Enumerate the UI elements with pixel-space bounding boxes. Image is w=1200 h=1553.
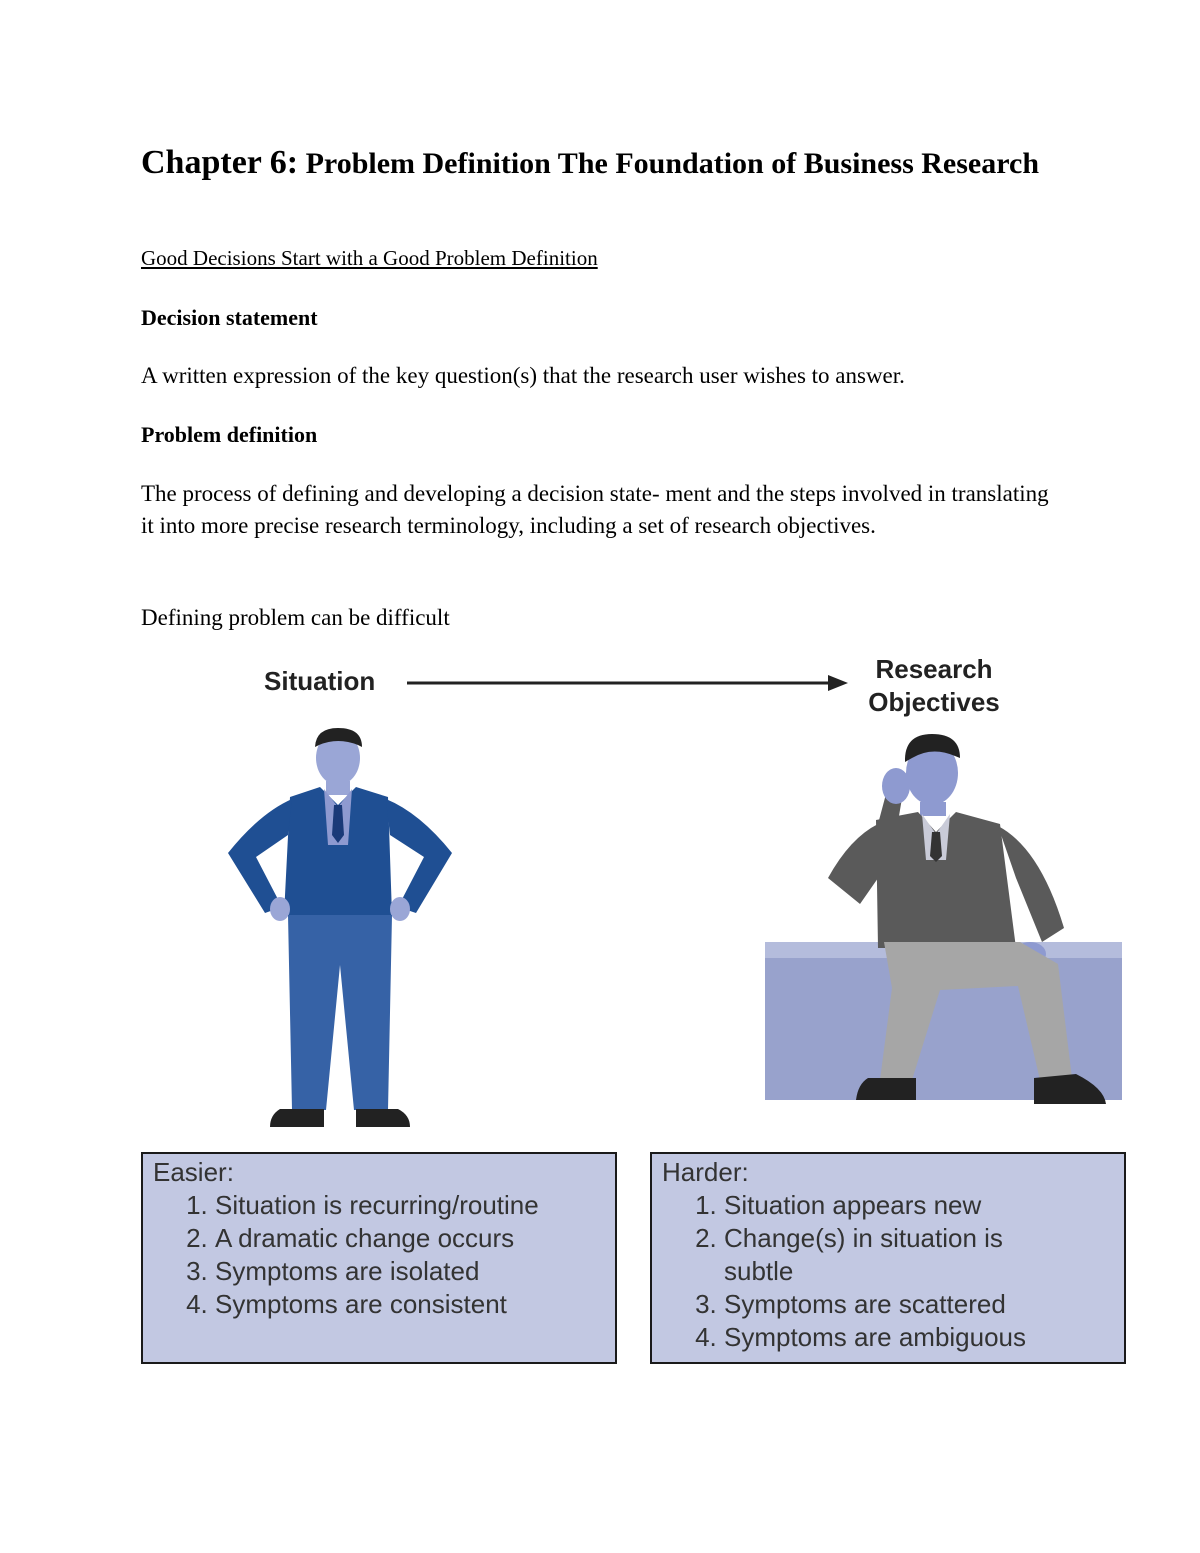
- situation-label: Situation: [264, 666, 376, 696]
- list-item: 3. Symptoms are scattered: [724, 1288, 1044, 1321]
- research-objectives-line2: Objectives: [868, 687, 1000, 717]
- page-title: [141, 143, 1059, 184]
- easier-heading: Easier:: [153, 1157, 234, 1187]
- harder-list: [652, 1189, 1124, 1354]
- research-objectives-line1: Research: [875, 654, 993, 684]
- section-subheading: Good Decisions Start with a Good Problem Definition: [141, 246, 598, 270]
- title-text: Problem Definition The Foundation of Business Research: [305, 147, 1039, 180]
- easier-box: [141, 1152, 617, 1364]
- list-item: 1. Situation appears new: [724, 1189, 1044, 1222]
- problem-definition-text: The process of defining and developing a decision state- ment and the steps involved in translating it into more precise research terminology, including a set of research objectives.: [141, 481, 1049, 538]
- harder-heading: Harder:: [662, 1157, 749, 1187]
- harder-box: [650, 1152, 1126, 1364]
- title-chapter: Chapter 6:: [141, 144, 299, 181]
- list-item: 2. Change(s) in situation is subtle: [724, 1222, 1044, 1288]
- list-item: 1. Situation is recurring/routine: [215, 1189, 615, 1222]
- seated-man-figure: [820, 728, 1110, 1113]
- decision-statement-heading: Decision statement: [141, 305, 318, 330]
- list-item: 2. A dramatic change occurs: [215, 1222, 615, 1255]
- arrow-icon: [405, 672, 850, 694]
- standing-man-figure: [220, 725, 460, 1145]
- difficulty-note: Defining problem can be difficult: [141, 605, 450, 630]
- list-item: 4. Symptoms are ambiguous: [724, 1321, 1044, 1354]
- list-item: 3. Symptoms are isolated: [215, 1255, 615, 1288]
- decision-statement-text: A written expression of the key question(s) that the research user wishes to answer.: [141, 363, 905, 388]
- problem-definition-heading: Problem definition: [141, 422, 318, 447]
- research-objectives-label: [859, 653, 1009, 719]
- easier-list: [143, 1189, 615, 1321]
- list-item: 4. Symptoms are consistent: [215, 1288, 615, 1321]
